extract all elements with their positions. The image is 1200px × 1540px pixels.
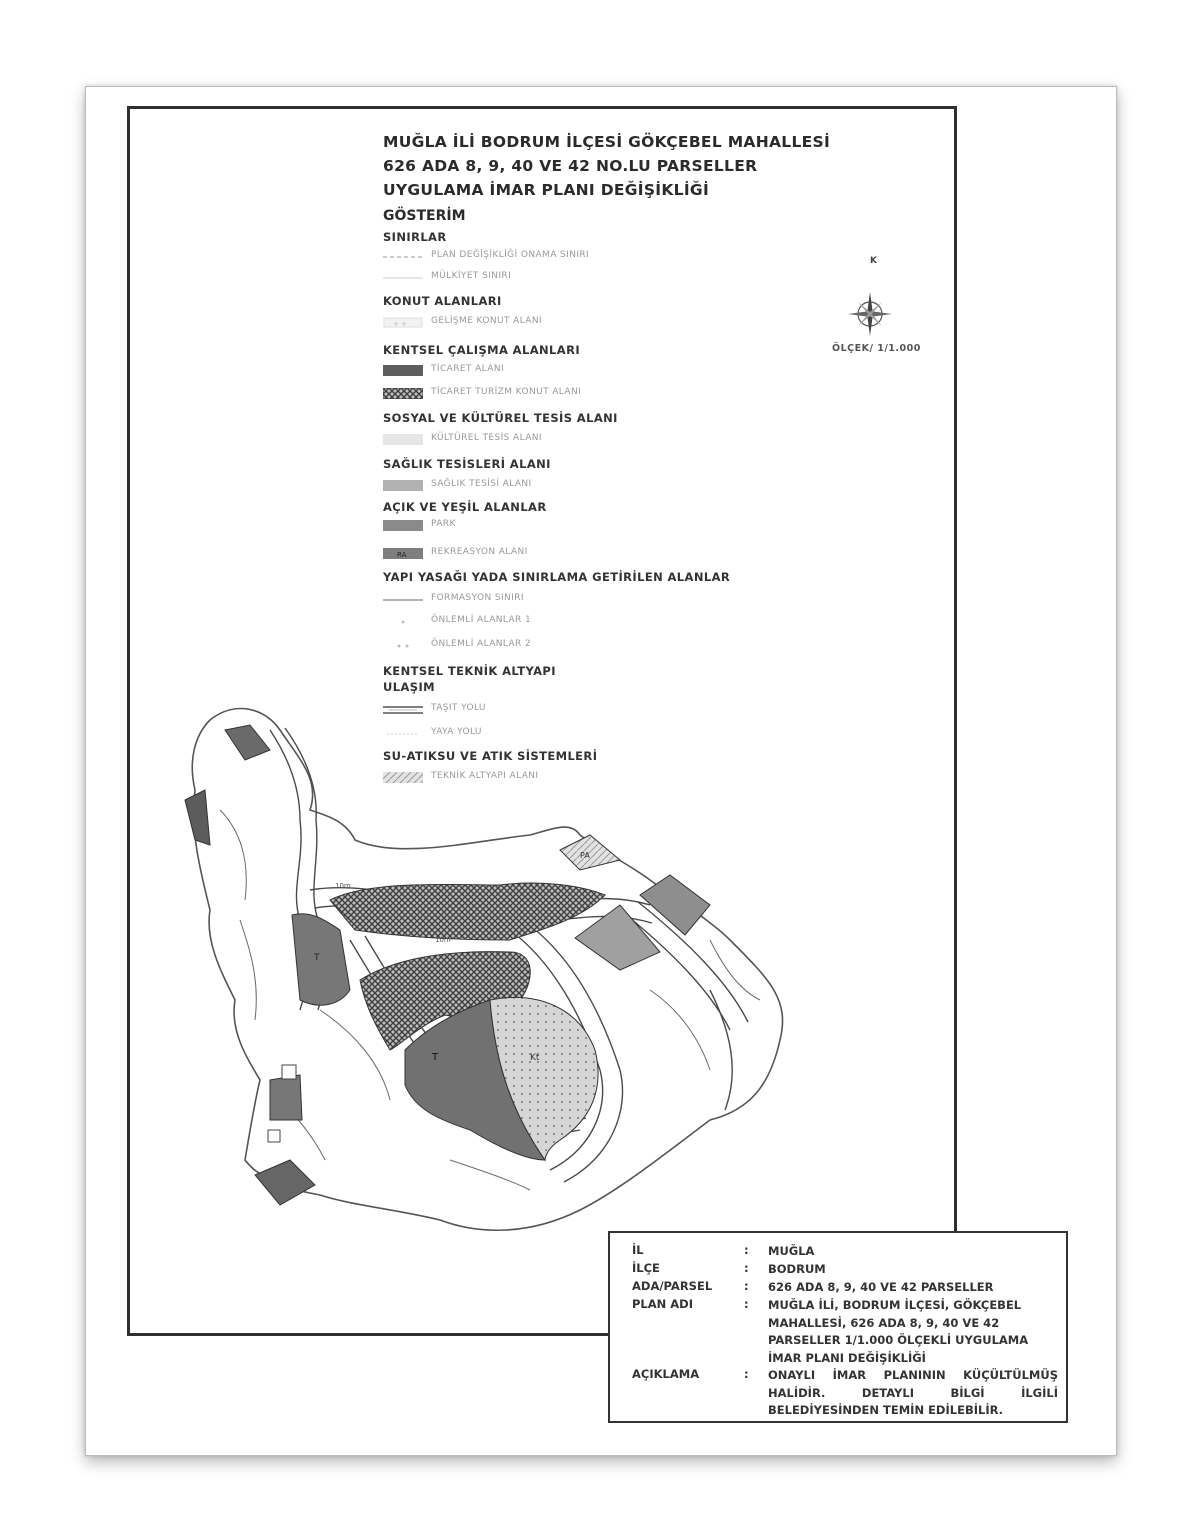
map-label-park: PA (580, 851, 590, 860)
plan-title-line-1: MUĞLA İLİ BODRUM İLÇESİ GÖKÇEBEL MAHALLESİ (383, 133, 831, 151)
legend-group-saglik: SAĞLIK TESİSLERİ ALANI (383, 457, 551, 471)
info-value: BODRUM (768, 1262, 826, 1276)
thin-line-icon (383, 272, 423, 283)
pale-fill-icon (383, 434, 423, 445)
legend-group-konut: KONUT ALANLARI (383, 294, 502, 308)
tech-fill-icon (383, 772, 423, 783)
road-icon (383, 704, 423, 715)
legend-item-label: PARK (431, 519, 456, 529)
legend-item-label: GELİŞME KONUT ALANI (431, 316, 543, 326)
svg-text:RA: RA (397, 551, 407, 559)
legend-item-label: SAĞLIK TESİSİ ALANI (431, 479, 532, 489)
legend-item-label: TAŞIT YOLU (431, 703, 486, 713)
plan-title (383, 130, 830, 202)
info-colon: : (744, 1279, 749, 1293)
map-label-kultur: Kt (530, 1053, 540, 1063)
recreation-fill-icon (383, 548, 423, 559)
dots-icon (383, 640, 423, 651)
legend-item-label: YAYA YOLU (431, 727, 482, 737)
mid-fill-icon (383, 480, 423, 491)
dashed-line-icon (383, 251, 423, 262)
map-label-ticaret-a: T (432, 1052, 439, 1063)
map-label-road-a: 10m (435, 936, 451, 944)
pedestrian-path-icon (383, 728, 423, 739)
ticaret-parcel-small (270, 1075, 302, 1120)
plan-title-line-2: 626 ADA 8, 9, 40 VE 42 NO.LU PARSELLER (383, 157, 758, 175)
info-key: PLAN ADI (632, 1297, 694, 1311)
info-value: MUĞLA (768, 1244, 815, 1258)
info-key: ADA/PARSEL (632, 1279, 713, 1293)
legend-item-label: ÖNLEMLİ ALANLAR 2 (431, 639, 532, 649)
legend-group-sinirlar: SINIRLAR (383, 230, 447, 244)
small-plot-a (282, 1065, 296, 1079)
legend-group-sosyal-kulturel: SOSYAL VE KÜLTÜREL TESİS ALANI (383, 411, 618, 425)
solid-line-icon (383, 594, 423, 605)
info-key: AÇIKLAMA (632, 1367, 700, 1381)
ticaret-parcel-left (185, 790, 210, 845)
legend-item-label: ÖNLEMLİ ALANLAR 1 (431, 615, 532, 625)
scale-label: ÖLÇEK/ 1/1.000 (832, 343, 921, 354)
legend-group-acik-yesil: AÇIK VE YEŞİL ALANLAR (383, 500, 547, 514)
info-key: İLÇE (632, 1261, 660, 1275)
legend-item-label: TİCARET TURİZM KONUT ALANI (431, 387, 582, 397)
dark-fill-icon (383, 365, 423, 376)
legend-item-label: FORMASYON SINIRI (431, 593, 524, 603)
dots-icon (383, 616, 423, 627)
legend-group-su-atiksu: SU-ATIKSU VE ATIK SİSTEMLERİ (383, 749, 598, 763)
info-colon: : (744, 1261, 749, 1275)
crosshatch-icon (383, 388, 423, 399)
legend-heading: GÖSTERİM (383, 208, 466, 224)
legend-subgroup-ulasim: ULAŞIM (383, 680, 435, 694)
map-label-road-b: 10m (335, 882, 351, 890)
legend-item-label: TEKNİK ALTYAPI ALANI (431, 771, 539, 781)
plan-title-line-3: UYGULAMA İMAR PLANI DEĞİŞİKLİĞİ (383, 181, 710, 199)
small-plot-b (268, 1130, 280, 1142)
info-value: ONAYLI İMAR PLANININ KÜÇÜLTÜLMÜŞ HALİDİR. DETAYLI BİLGİ İLGİLİ BELEDİYESİNDEN TEMİN EDİLEBİLİR. (768, 1368, 1058, 1417)
info-box (608, 1231, 1068, 1423)
info-colon: : (744, 1243, 749, 1257)
info-colon: : (744, 1297, 749, 1311)
light-fill-icon (383, 317, 423, 328)
info-value: MUĞLA İLİ, BODRUM İLÇESİ, GÖKÇEBEL MAHALLESİ, 626 ADA 8, 9, 40 VE 42 PARSELLER 1/1.000 ÖLÇEKLİ UYGULAMA İMAR PLANI DEĞİŞİKLİĞİ (768, 1298, 1029, 1365)
info-colon: : (744, 1367, 749, 1381)
legend-item-label: REKREASYON ALANI (431, 547, 528, 557)
legend-item-label: TİCARET ALANI (431, 364, 505, 374)
legend-group-yapi-yasagi: YAPI YASAĞI YADA SINIRLAMA GETİRİLEN ALANLAR (383, 570, 731, 584)
legend-item-label: KÜLTÜREL TESİS ALANI (431, 433, 542, 443)
svg-text:+ +: + + (393, 320, 407, 328)
map-label-ticaret-b: T (314, 953, 320, 963)
north-label: K (870, 256, 877, 266)
legend-group-kentsel-calisma: KENTSEL ÇALIŞMA ALANLARI (383, 343, 580, 357)
park-fill-icon (383, 520, 423, 531)
info-value: 626 ADA 8, 9, 40 VE 42 PARSELLER (768, 1280, 994, 1294)
legend-item-label: MÜLKİYET SINIRI (431, 271, 512, 281)
info-key: İL (632, 1243, 644, 1257)
legend-group-teknik-altyapi: KENTSEL TEKNİK ALTYAPI (383, 664, 556, 678)
legend-item-label: PLAN DEĞİŞİKLİĞİ ONAMA SINIRI (431, 250, 590, 260)
